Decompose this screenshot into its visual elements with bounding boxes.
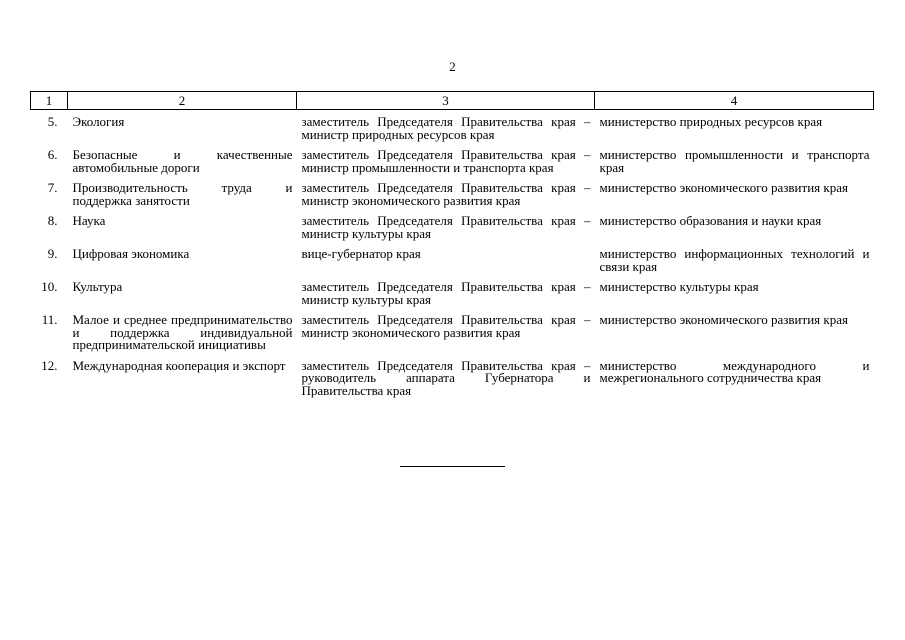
responsible-body: министерство образования и науки края <box>599 213 822 228</box>
table-row <box>31 110 874 150</box>
page-number: 2 <box>449 59 456 74</box>
row-number: 5. <box>47 114 58 129</box>
header-cell-4: 4 <box>595 92 874 110</box>
header-cell-1: 1 <box>31 92 68 110</box>
table-body <box>31 110 874 406</box>
responsible-body: министерство культуры края <box>599 279 759 294</box>
row-number: 11. <box>41 312 58 327</box>
end-divider-line <box>400 466 505 467</box>
project-name: Культура <box>72 279 123 294</box>
table-row <box>31 314 874 360</box>
row-number: 10. <box>41 279 58 294</box>
curator: заместитель Председателя Правительства края – руководитель аппарата Губернатора и Правительства края <box>301 357 591 398</box>
project-name: Наука <box>72 213 106 228</box>
header-cell-2: 2 <box>68 92 297 110</box>
responsible-body: министерство экономического развития края <box>599 312 848 327</box>
curator: заместитель Председателя Правительства края – министр культуры края <box>301 279 591 307</box>
projects-table <box>30 91 874 405</box>
project-name: Международная кооперация и экспорт <box>72 357 286 373</box>
responsible-body: министерство экономического развития края <box>599 180 848 195</box>
row-number: 6. <box>47 147 58 162</box>
responsible-body: министерство информационных технологий и связи края <box>599 246 870 274</box>
table-row <box>31 248 874 281</box>
row-number: 12. <box>41 357 58 373</box>
curator: заместитель Председателя Правительства края – министр экономического развития края <box>301 180 591 208</box>
table-row <box>31 360 874 406</box>
responsible-body: министерство промышленности и транспорта края <box>599 147 870 175</box>
curator: заместитель Председателя Правительства края – министр экономического развития края <box>301 312 591 340</box>
header-cell-3: 3 <box>297 92 595 110</box>
row-number: 8. <box>47 213 58 228</box>
responsible-body: министерство международного и межрегионального сотрудничества края <box>599 357 870 385</box>
project-name: Экология <box>72 114 125 129</box>
project-name: Безопасные и качественные автомобильные дороги <box>72 147 293 175</box>
curator: вице-губернатор края <box>301 246 421 261</box>
table-row <box>31 281 874 314</box>
curator: заместитель Председателя Правительства края – министр промышленности и транспорта края <box>301 147 591 175</box>
table-row <box>31 215 874 248</box>
row-number: 9. <box>47 246 58 261</box>
project-name: Цифровая экономика <box>72 246 190 261</box>
project-name: Малое и среднее предпринимательство и поддержка индивидуальной предпринимательской инициативы <box>72 312 293 352</box>
project-name: Производительность труда и поддержка занятости <box>72 180 293 208</box>
table-header <box>31 92 874 110</box>
responsible-body: министерство природных ресурсов края <box>599 114 823 129</box>
curator: заместитель Председателя Правительства края – министр природных ресурсов края <box>301 114 591 142</box>
row-number: 7. <box>47 180 58 195</box>
header-row <box>31 92 874 110</box>
table-row <box>31 149 874 182</box>
table-row <box>31 182 874 215</box>
curator: заместитель Председателя Правительства края – министр культуры края <box>301 213 591 241</box>
